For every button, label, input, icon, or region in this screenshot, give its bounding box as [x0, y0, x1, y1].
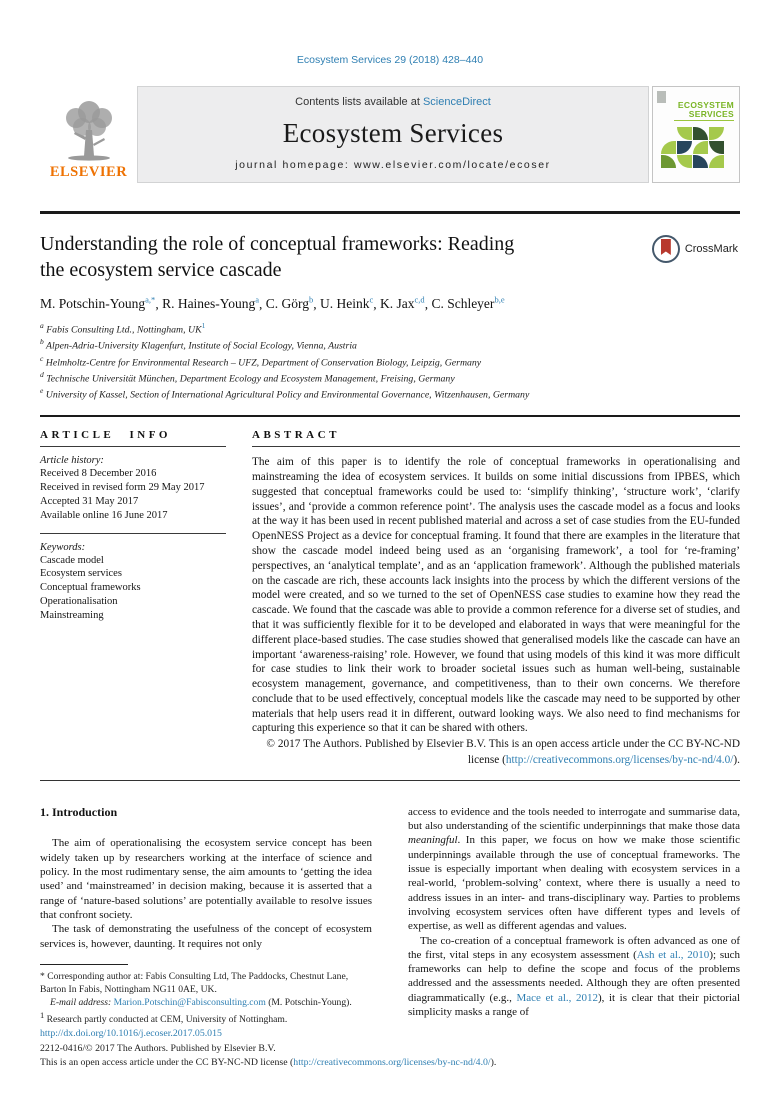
footnotes — [40, 970, 372, 1026]
right-column — [408, 805, 740, 1026]
abstract-text: The aim of this paper is to identify the role of conceptual frameworks in operationalising and mainstreaming the idea of ecosystem services. It builds on some initial discussions from IPBES, which suggested that conceptual frameworks could be used to: ‘simplify thinking’, ‘structure work’, ‘clarify issues’, and ‘provide a common reference point’. The analysis uses the cascade model as a focus and looks at the way it has been used in recent published material and across a set of case studies from the EU-funded OpenNESS Project as a device for conceptual framing. It found that there are examples in the literature that show the cascade model indeed being used as an ‘organising framework’, a tool for ‘re-framing’ perspectives, an ‘analytical template’, and as an ‘application framework’. Although the published materials on the cascade are rich, these accounts lack insights into the process by which the different versions of the model were created, and so we turned to the set of OpenNESS case studies to examine how they read the cascade. We found that the cascade was able to provide a common reference for a diverse set of studies, and that it was sufficiently flexible for it to be developed and elaborated in ways that were meaningful for the different place-based studies. The case studies showed that generalised models like the cascade can have an important ‘awareness-raising’ role. However, we found that using models of this kind it was more difficult for case studies to link their work to broader societal issues such as human well-being, sustainable ecosystem management, governance, and competitiveness, than to their own concerns. We therefore conclude that to be used effectively, conceptual models like the cascade may need to be supported by other materials that help users read it in different, outward looking ways. We also need to find mechanisms for capturing this experience so that it can be shared with others. — [252, 456, 740, 735]
journal-citation-link[interactable]: Ecosystem Services 29 (2018) 428–440 — [296, 54, 484, 66]
abstract-column — [252, 417, 740, 768]
emphasized-word: meaningful — [408, 834, 458, 847]
affiliation: $^d$ Technische Universität München, Department Ecology and Ecosystem Management, Freising, Germany — [40, 369, 455, 385]
author-affil-sup: b — [309, 294, 314, 305]
author[interactable]: K. Jax$^{c,d}$ — [380, 294, 425, 312]
email-link[interactable]: Marion.Potschin@Fabisconsulting.com — [113, 997, 266, 1009]
homepage-line — [235, 159, 551, 171]
issn-copyright-line: 2212-0416/© 2017 The Authors. Published by Elsevier B.V. — [40, 1042, 276, 1054]
keyword-item: Ecosystem services — [40, 568, 122, 580]
footnote-rule — [40, 964, 128, 965]
journal-title: Ecosystem Services — [282, 118, 504, 148]
homepage-label: journal homepage: — [235, 159, 354, 171]
license-link[interactable]: http://creativecommons.org/licenses/by-nc-nd/4.0/ — [505, 754, 734, 767]
email-note — [40, 996, 372, 1009]
article-title-line1: Understanding the role of conceptual frameworks: Reading — [40, 233, 515, 255]
keywords-label: Keywords: — [40, 541, 86, 553]
body-paragraph: The co-creation of a conceptual framework is often advanced as one of the first, vital steps in any ecosystem assessment (Ash et al., 2010); such frameworks can help to define the scope and focus of the problems addressed and the assessments needed. Although they are often presented diagrammatically (e.g., Mace et al., 2012), it is clear that their pictorial simplicity masks a range of — [408, 934, 741, 1019]
author[interactable]: U. Heink$^c$ — [320, 294, 374, 312]
affiliation: $^a$ Fabis Consulting Ltd., Nottingham, $UK^1$ — [40, 321, 206, 336]
keywords-rule — [40, 533, 226, 534]
journal-masthead — [137, 86, 649, 183]
footnote-1-sup: 1 — [40, 1009, 45, 1020]
affiliation-list — [40, 321, 740, 402]
header-divider-rule — [40, 211, 740, 214]
author-separator: , — [373, 296, 381, 312]
page-footer — [40, 1027, 740, 1070]
title-block — [40, 231, 740, 284]
abstract-heading: ABSTRACT — [252, 429, 340, 442]
author-affil-sup: b,e — [494, 294, 505, 305]
author[interactable]: M. Potschin-Young$^{a,*}$ — [40, 294, 156, 312]
article-info-heading: ARTICLE INFO — [40, 429, 171, 442]
author-list — [40, 295, 740, 313]
keyword-item: Operationalisation — [40, 596, 118, 608]
article-info-rule — [40, 446, 226, 447]
author-affil-sup: c — [369, 294, 374, 305]
author-affil-sup: a,* — [145, 294, 156, 305]
citation-link-ash-2010[interactable]: Ash et al., 2010 — [636, 948, 710, 961]
cover-title-line2: SERVICES — [688, 108, 734, 119]
cover-mosaic — [661, 127, 725, 171]
article-title — [40, 231, 630, 284]
homepage-url-link[interactable]: www.elsevier.com/locate/ecoser — [353, 159, 551, 171]
affiliation: $^e$ University of Kassel, Section of International Agricultural Policy and Environmental Governance, Witzenhausen, Germany — [40, 385, 530, 401]
article-page — [0, 54, 780, 1096]
abstract-copyright-line2 — [252, 753, 740, 768]
contents-line — [295, 96, 491, 108]
license-suffix: ). — [733, 754, 740, 767]
author[interactable]: R. Haines-Young$^a$ — [162, 294, 259, 312]
journal-header — [40, 86, 740, 183]
crossmark-badge[interactable] — [652, 235, 738, 263]
footer-license-line — [40, 1056, 740, 1070]
crossmark-label: CrossMark — [684, 243, 738, 255]
cover-elsevier-mini-icon — [657, 91, 666, 103]
author-separator: , — [313, 296, 320, 312]
email-suffix: (M. Potschin-Young). — [265, 997, 352, 1009]
journal-cover-thumbnail[interactable] — [652, 86, 740, 183]
affiliation: $^c$ Helmholtz-Centre for Environmental Research – UFZ, Department of Conservation Biology, Leipzig, Germany — [40, 353, 482, 368]
sciencedirect-link[interactable]: ScienceDirect — [422, 96, 491, 108]
keyword-item: Conceptual frameworks — [40, 582, 141, 594]
keyword-item: Mainstreaming — [40, 610, 104, 622]
article-info-column — [40, 417, 226, 768]
affiliation: $^b$ Alpen-Adria-University Klagenfurt, Institute of Social Ecology, Vienna, Austria — [40, 337, 357, 352]
author[interactable]: C. Schleyer$^{b,e}$ — [431, 294, 505, 312]
history-item: Received in revised form 29 May 2017 — [40, 482, 205, 493]
email-label: E-mail address: — [50, 997, 114, 1009]
section-heading-introduction: 1. Introduction — [40, 804, 118, 819]
crossmark-icon — [652, 235, 680, 263]
footer-license-link[interactable]: http://creativecommons.org/licenses/by-nc-nd/4.0/ — [293, 1056, 491, 1068]
body-paragraph: The task of demonstrating the usefulness of the concept of ecosystem services is, however, daunting. It requires not only — [40, 923, 372, 950]
keyword-item: Cascade model — [40, 554, 104, 566]
cover-subtitle-rule — [674, 120, 734, 121]
history-item: Available online 16 June 2017 — [40, 509, 168, 521]
elsevier-logo[interactable] — [40, 86, 137, 183]
author-affil-sup: a — [255, 294, 259, 305]
body-paragraph: The aim of operationalising the ecosystem service concept has been widely taken up by researchers working at the interface of science and policy. In the most rudimentary sense, the aim amounts to ‘getting the idea used’ and ‘mainstreamed’ in decision making, because it is asserted that a range of ‘nature-based solutions’ are potentially available to resolve issues that confront society. — [40, 837, 372, 921]
author-affil-sup: c,d — [414, 294, 425, 305]
elsevier-wordmark: ELSEVIER — [49, 164, 128, 180]
citation-link-mace-2012[interactable]: Mace et al., 2012 — [516, 991, 598, 1004]
cover-title-line1: ECOSYSTEM — [677, 100, 734, 110]
doi-link[interactable]: http://dx.doi.org/10.1016/j.ecoser.2017.05.015 — [40, 1028, 222, 1040]
info-abstract-section — [40, 417, 740, 781]
corresponding-author-note: * Corresponding author at: Fabis Consulting Ltd, The Paddocks, Chestnut Lane, Barton In Fabis, Nottingham NG11 0AE, UK. — [40, 970, 349, 996]
abstract-copyright-line1: © 2017 The Authors. Published by Elsevier B.V. This is an open access article under the CC BY-NC-ND — [266, 738, 740, 751]
footer-license-suffix: ). — [490, 1056, 497, 1068]
license-prefix: license ( — [467, 754, 506, 767]
footer-license-prefix: This is an open access article under the CC BY-NC-ND license ( — [40, 1056, 294, 1068]
author-separator: , — [155, 296, 163, 312]
contents-prefix: Contents lists available at — [295, 96, 423, 108]
footnote-1: $^1$ Research partly conducted at CEM, University of Nottingham. — [40, 1009, 288, 1025]
author-separator: , — [258, 296, 266, 312]
author-separator: , — [424, 296, 432, 312]
body-paragraph: access to evidence and the tools needed to interrogate and summarise data, but also understanding of the scientific underpinnings that make those data meaningful. In this paper, we focus on how we make those scientific underpinnings available through the use of conceptual frameworks. The issue is especially important when dealing with ecosystem services in a real-world, ‘problem-solving’ context, where there is usually a need to address issues in an inter- and trans-disciplinary way. Parties to problems involving ecosystem services often have different types and levels of expertise, as well as different agendas and values. — [408, 805, 740, 933]
left-column — [40, 805, 372, 1026]
author[interactable]: C. Görg$^b$ — [265, 294, 314, 312]
history-item: Received 8 December 2016 — [40, 468, 157, 480]
abstract-rule — [252, 446, 740, 447]
history-item: Accepted 31 May 2017 — [40, 495, 139, 507]
body-columns — [40, 805, 740, 1026]
history-label: Article history: — [40, 455, 104, 467]
elsevier-tree-icon — [52, 96, 126, 166]
cover-title — [678, 101, 734, 119]
article-title-line2: the ecosystem service cascade — [40, 259, 282, 282]
